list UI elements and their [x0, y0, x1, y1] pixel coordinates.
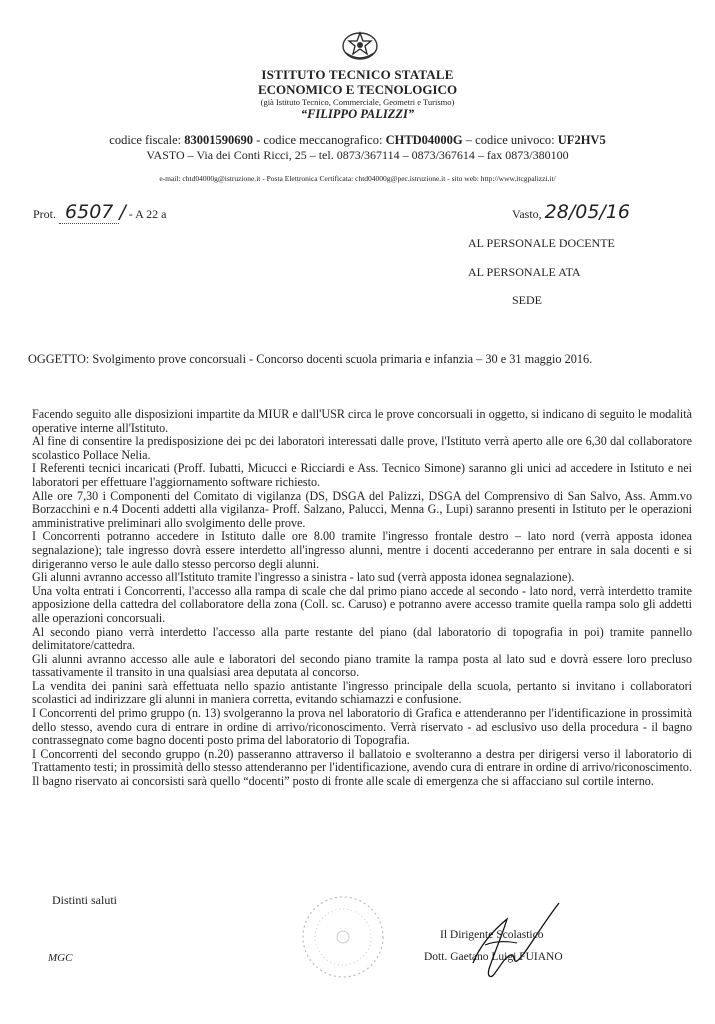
- body-paragraph: Gli alunni avranno accesso alle aule e laboratori del secondo piano tramite la rampa posta al lato sud e dovrà essere loro precluso tassativamente il transito in una qualsiasi area deputata al concorso.: [32, 651, 692, 680]
- body-paragraph: La vendita dei panini sarà effettuata nello spazio antistante l'ingresso principale della scuola, pertanto si invitano i collaboratori scolastici ad indirizzare gli alunni in maniera corretta, evitando schiamazzi e confusione.: [32, 678, 692, 707]
- body-paragraph: I Concorrenti potranno accedere in Istituto dalle ore 8.00 tramite l'ingresso frontale destro – lato nord (verrà apposta idonea segnalazione); tale ingresso dovrà essere interdetto all'ingresso alunni, mentre i docenti accederanno per entrare in sala docenti e si dirigeranno verso le aule dallo stesso percorso degli alunni.: [32, 529, 692, 571]
- school-contacts: e-mail: chtd04000g@istruzione.it - Posta Elettronica Certificata: chtd04000g@pec.istruzione.it - sito web: http://www.itcgpalizzi.it/: [159, 174, 556, 183]
- date-line: [512, 201, 630, 223]
- signatory-role: Il Dirigente Scolastico: [440, 929, 544, 941]
- recipient-teachers: AL PERSONALE DOCENTE: [468, 236, 615, 250]
- recipient-ata: AL PERSONALE ATA: [468, 265, 581, 279]
- mechanographic-code-label: - codice meccanografico:: [253, 133, 386, 147]
- body-paragraph: Una volta entrati i Concorrenti, l'accesso alla rampa di scale che dal primo piano accede al secondo - lato nord, verrà interdetto tramite apposizione della cattedra del collaboratore della zona (Coll. sc. Caruso) e potranno avere accesso tramite quella rampa solo gli addetti alle operazioni concorsuali.: [32, 583, 692, 625]
- mechanographic-code: CHTD04000G: [385, 133, 463, 147]
- school-codes: [0, 133, 715, 148]
- body-paragraph: Facendo seguito alle disposizioni impartite da MIUR e dall'USR circa le prove concorsuali in oggetto, si indicano di seguito le modalità operative interne all'Istituto.: [32, 407, 692, 435]
- recipient-site: SEDE: [512, 293, 542, 307]
- fiscal-code-label: codice fiscale:: [109, 133, 185, 147]
- protocol-line: [33, 201, 166, 223]
- body-paragraph: I Referenti tecnici incaricati (Proff. Iubatti, Micucci e Ricciardi e Ass. Tecnico Simone) saranno gli unici ad accedere in Istituto e nei laboratori per effettuare l'aggiornamento software richiesto.: [32, 461, 692, 489]
- date-label: Vasto,: [512, 207, 545, 221]
- fiscal-code: 83001590690: [184, 133, 253, 147]
- date-value: 28/05/16: [544, 201, 631, 223]
- body-paragraph: Gli alunni avranno accesso all'Istituto tramite l'ingresso a sinistra - lato sud (verrà apposta idonea segnalazione).: [32, 570, 575, 585]
- former-name-note: (già Istituto Tecnico, Commerciale, Geometri e Turismo): [260, 97, 455, 107]
- signatory-name: Dott. Gaetano Luigi FUIANO: [424, 951, 563, 963]
- protocol-label: Prot.: [33, 207, 57, 221]
- school-stamp-icon: [285, 885, 400, 985]
- school-subtype-heading: ECONOMICO E TECNOLOGICO: [257, 82, 458, 97]
- body-paragraph: Al fine di consentire la predisposizione dei pc dei laboratori interessati dalle prove, l'Istituto verrà aperto alle ore 6,30 dal collaboratore scolastico Pollace Nelia.: [32, 434, 692, 462]
- letter-body: [32, 408, 692, 789]
- closing-greeting: Distinti saluti: [52, 893, 118, 907]
- unique-code: UF2HV5: [557, 133, 606, 147]
- protocol-suffix: - A 22 a: [128, 207, 167, 221]
- author-initials: MGC: [48, 952, 73, 964]
- body-paragraph: Al secondo piano verrà interdetto l'accesso alla parte restante del piano (dal laboratorio di topografia in poi) tramite pannello delimitatore/cattedra.: [32, 624, 692, 653]
- protocol-separator: /: [119, 201, 126, 223]
- school-name: “FILIPPO PALIZZI”: [300, 107, 415, 121]
- handwritten-signature-icon: [455, 895, 565, 990]
- unique-code-label: – codice univoco:: [462, 133, 558, 147]
- body-paragraph: I Concorrenti del primo gruppo (n. 13) svolgeranno la prova nel laboratorio di Grafica e attenderanno per l'identificazione in prossimità dello stesso, avendo cura di entrare in ordine di arrivo/riconoscimento. Verrà riservato - ad esclusivo uso della procedura - il bagno contrassegnato come bagno docenti posto prima del laboratorio di Topografia.: [32, 706, 692, 748]
- republic-emblem-icon: [340, 27, 380, 61]
- school-type-heading: ISTITUTO TECNICO STATALE: [261, 67, 454, 82]
- subject-line: OGGETTO: Svolgimento prove concorsuali - Concorso docenti scuola primaria e infanzia – 30 e 31 maggio 2016.: [28, 352, 593, 366]
- school-address: VASTO – Via dei Conti Ricci, 25 – tel. 0873/367114 – 0873/367614 – fax 0873/380100: [146, 148, 569, 162]
- body-paragraph: Alle ore 7,30 i Componenti del Comitato di vigilanza (DS, DSGA del Palizzi, DSGA del Comprensivo di San Salvo, Ass. Amm.vo Borzacchini e n.4 Docenti addetti alla vigilanza- Proff. Salzano, Palucci, Menna G., Lupi) saranno presenti in Istituto per le operazioni amministrative preliminari allo svolgimento delle prove.: [32, 488, 692, 530]
- body-paragraph: I Concorrenti del secondo gruppo (n.20) passeranno attraverso il ballatoio e svolteranno a destra per dirigersi verso il laboratorio di Trattamento testi; in prossimità dello stesso attenderanno per l'identificazione, avendo cura di entrare in ordine di arrivo/riconoscimento. Il bagno riservato ai concorsisti sarà quello “docenti” posto di fronte alle scale di emergenza che si affacciano sul cortile interno.: [32, 746, 692, 789]
- protocol-number: 6507: [59, 201, 119, 224]
